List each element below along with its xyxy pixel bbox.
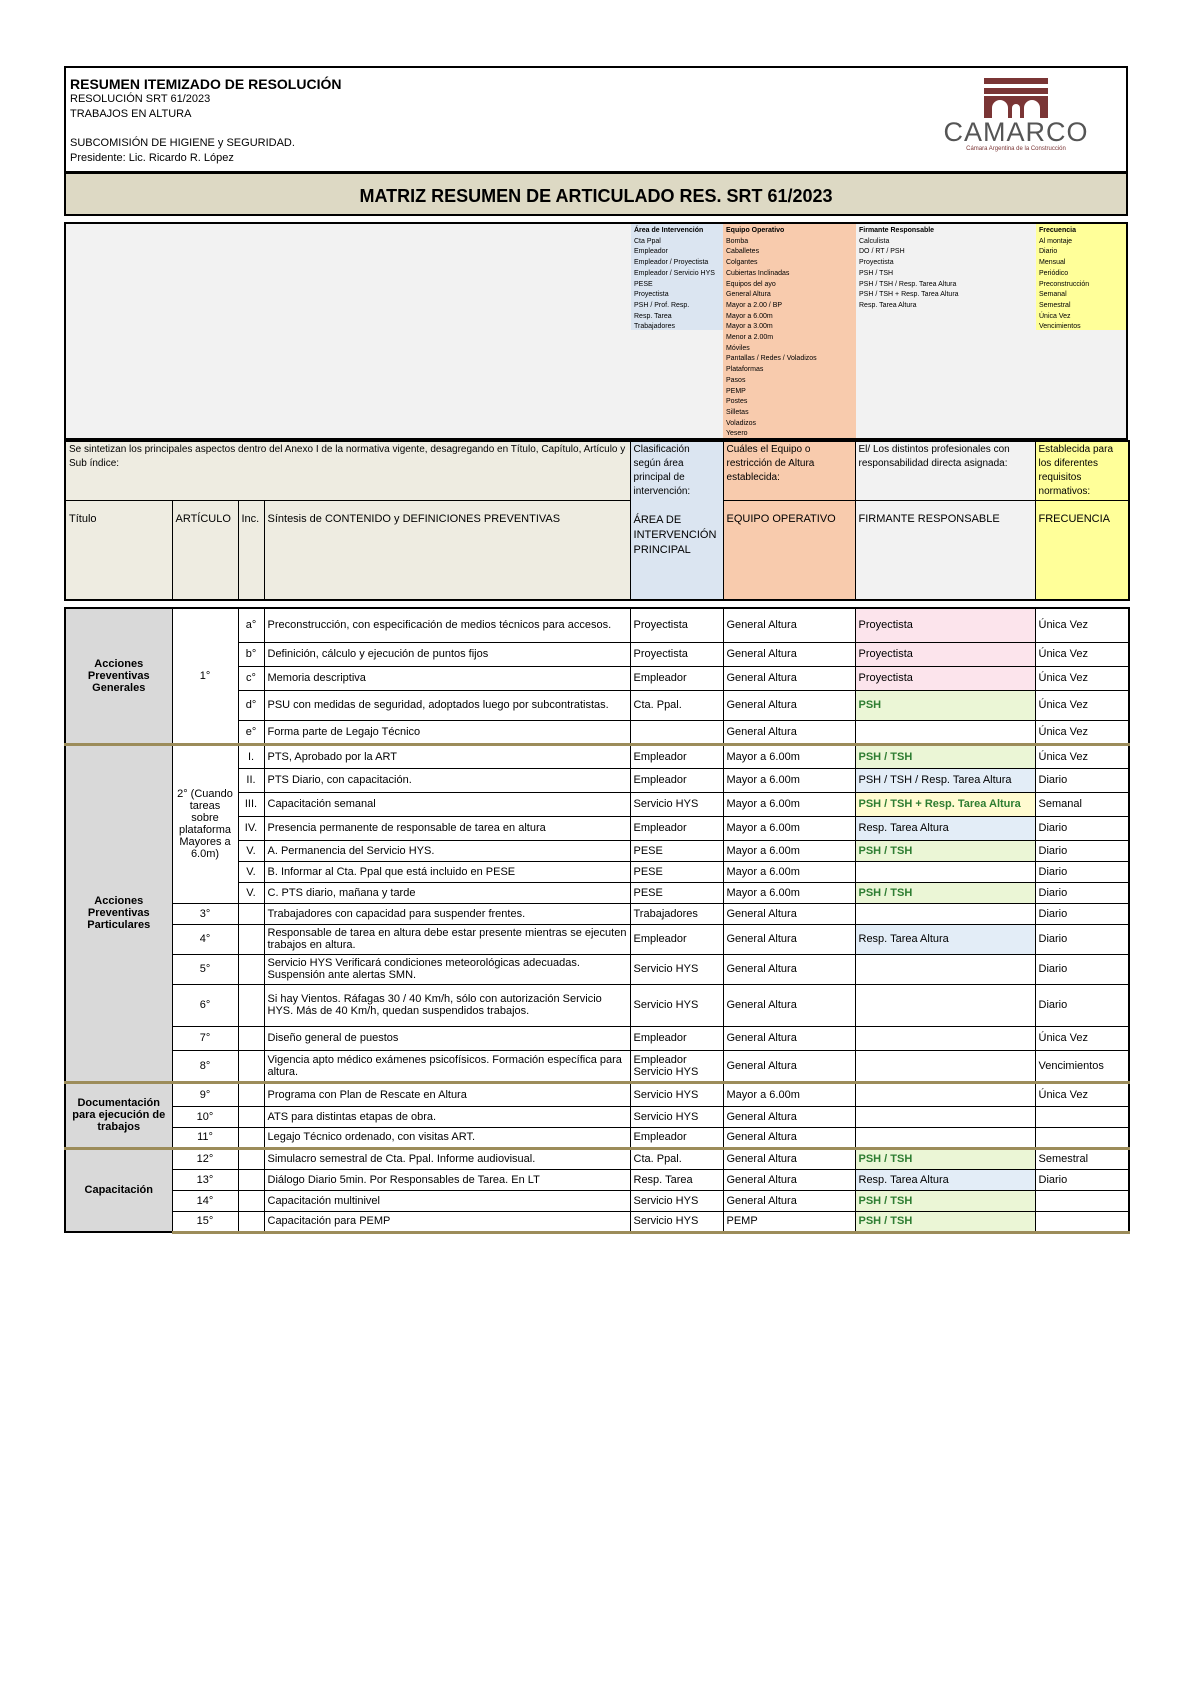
- area-cell: PESE: [630, 840, 723, 861]
- area-cell: Proyectista: [630, 608, 723, 642]
- synthesis-cell: Programa con Plan de Rescate en Altura: [264, 1082, 630, 1106]
- legend-heading: Equipo Operativo: [726, 227, 785, 234]
- inc-cell: III.: [238, 792, 264, 816]
- article-number: 5°: [172, 954, 238, 984]
- synthesis-cell: Preconstrucción, con especificación de medios técnicos para accesos.: [264, 608, 630, 642]
- firmante-cell: [855, 954, 1035, 984]
- legend-item: Mayor a 6.00m: [726, 312, 773, 320]
- legend-item: Pantallas / Redes / Voladizos: [726, 355, 817, 363]
- inc-cell: V.: [238, 840, 264, 861]
- legend-item: Mayor a 2.00 / BP: [726, 301, 783, 309]
- legend-item: Móviles: [726, 344, 750, 352]
- area-cell: Proyectista: [630, 642, 723, 666]
- synthesis-cell: Presencia permanente de responsable de tarea en altura: [264, 816, 630, 840]
- firmante-cell: Resp. Tarea Altura: [855, 816, 1035, 840]
- inc-cell: [238, 1050, 264, 1082]
- area-cell: Servicio HYS: [630, 1106, 723, 1127]
- inc-cell: [238, 1127, 264, 1148]
- area-cell: Servicio HYS: [630, 954, 723, 984]
- equipo-cell: Mayor a 6.00m: [723, 768, 855, 792]
- firmante-cell: PSH / TSH + Resp. Tarea Altura: [855, 792, 1035, 816]
- equipo-cell: General Altura: [723, 984, 855, 1026]
- frecuencia-cell: Diario: [1035, 840, 1129, 861]
- firmante-cell: [855, 903, 1035, 924]
- frecuencia-cell: Diario: [1035, 984, 1129, 1026]
- synthesis-cell: ATS para distintas etapas de obra.: [264, 1106, 630, 1127]
- firmante-cell: [855, 1106, 1035, 1127]
- article-number: 2° (Cuando tareas sobre plataforma Mayores a 6.0m): [172, 744, 238, 903]
- firmante-cell: PSH / TSH: [855, 882, 1035, 903]
- matrix-title: MATRIZ RESUMEN DE ARTICULADO RES. SRT 61/2023: [64, 172, 1128, 216]
- legend-item: Semestral: [1039, 301, 1071, 309]
- frecuencia-cell: Diario: [1035, 882, 1129, 903]
- inc-cell: [238, 1082, 264, 1106]
- equipo-cell: General Altura: [723, 666, 855, 690]
- synthesis-cell: Si hay Vientos. Ráfagas 30 / 40 Km/h, sólo con autorización Servicio HYS. Más de 40 Km/h, quedan suspendidos trabajos.: [264, 984, 630, 1026]
- legend-item: Mensual: [1039, 259, 1066, 267]
- firmante-cell: Proyectista: [855, 666, 1035, 690]
- table-row: [65, 954, 1129, 984]
- legend-firmante: [856, 224, 1036, 314]
- firmante-cell: [855, 1127, 1035, 1148]
- legend-item: Postes: [726, 398, 748, 406]
- inc-cell: c°: [238, 666, 264, 690]
- equipo-cell: Mayor a 6.00m: [723, 882, 855, 903]
- firmante-cell: PSH: [855, 690, 1035, 720]
- frecuencia-cell: Única Vez: [1035, 608, 1129, 642]
- inc-cell: IV.: [238, 816, 264, 840]
- equipo-cell: General Altura: [723, 1169, 855, 1190]
- equipo-cell: Mayor a 6.00m: [723, 744, 855, 768]
- synthesis-cell: PTS Diario, con capacitación.: [264, 768, 630, 792]
- equipo-cell: General Altura: [723, 608, 855, 642]
- frecuencia-cell: Diario: [1035, 816, 1129, 840]
- legend-item: PSH / TSH / Resp. Tarea Altura: [859, 280, 957, 288]
- frecuencia-cell: Única Vez: [1035, 690, 1129, 720]
- article-number: 11°: [172, 1127, 238, 1148]
- article-number: 8°: [172, 1050, 238, 1082]
- col-firmante: FIRMANTE RESPONSABLE: [855, 501, 1035, 601]
- firmante-cell: [855, 1026, 1035, 1050]
- inc-cell: [238, 1148, 264, 1169]
- firmante-cell: PSH / TSH: [855, 840, 1035, 861]
- frecuencia-cell: Única Vez: [1035, 666, 1129, 690]
- synthesis-cell: B. Informar al Cta. Ppal que está incluido en PESE: [264, 861, 630, 882]
- firmante-cell: PSH / TSH: [855, 1148, 1035, 1169]
- article-number: 12°: [172, 1148, 238, 1169]
- article-number: 10°: [172, 1106, 238, 1127]
- firmante-cell: PSH / TSH: [855, 744, 1035, 768]
- firmante-cell: [855, 1050, 1035, 1082]
- equipo-cell: General Altura: [723, 720, 855, 744]
- legend-item: Empleador: [634, 248, 668, 256]
- legend-item: PSH / TSH + Resp. Tarea Altura: [859, 291, 959, 299]
- legend-item: PSH / Prof. Resp.: [634, 301, 690, 309]
- area-cell: Empleador: [630, 666, 723, 690]
- legend-item: Menor a 2.00m: [726, 334, 774, 342]
- equipo-cell: General Altura: [723, 642, 855, 666]
- synthesis-cell: Memoria descriptiva: [264, 666, 630, 690]
- logo-wordmark: CAMARCO: [943, 117, 1089, 147]
- area-cell: [630, 720, 723, 744]
- inc-cell: I.: [238, 744, 264, 768]
- legend-item: Cta Ppal: [634, 237, 661, 245]
- legend-item: Única Vez: [1039, 312, 1071, 320]
- firmante-cell: [855, 720, 1035, 744]
- inc-cell: [238, 1106, 264, 1127]
- synthesis-cell: Responsable de tarea en altura debe estar presente mientras se ejecuten trabajos en altura.: [264, 924, 630, 954]
- legend-heading: Firmante Responsable: [859, 227, 935, 234]
- firmante-question: El/ Los distintos profesionales con responsabilidad directa asignada:: [855, 441, 1035, 501]
- area-cell: PESE: [630, 861, 723, 882]
- header-line3: SUBCOMISIÓN DE HIGIENE y SEGURIDAD.: [70, 137, 295, 149]
- article-number: 7°: [172, 1026, 238, 1050]
- inc-cell: [238, 954, 264, 984]
- table-row: [65, 1082, 1129, 1106]
- legend-item: Resp. Tarea: [634, 312, 672, 320]
- frecuencia-cell: Semanal: [1035, 792, 1129, 816]
- section-label: Acciones Preventivas Particulares: [65, 744, 172, 1082]
- table-row: [65, 984, 1129, 1026]
- section-label: Acciones Preventivas Generales: [65, 608, 172, 744]
- inc-cell: a°: [238, 608, 264, 642]
- legend-item: Yesero: [726, 430, 748, 438]
- frecuencia-cell: Diario: [1035, 924, 1129, 954]
- area-cell: Empleador: [630, 924, 723, 954]
- legend-item: Calculista: [859, 237, 890, 245]
- legend-heading: Área de Intervención: [634, 227, 704, 234]
- col-equipo: EQUIPO OPERATIVO: [723, 501, 855, 601]
- synthesis-cell: Definición, cálculo y ejecución de puntos fijos: [264, 642, 630, 666]
- legend-item: Preconstrucción: [1039, 280, 1090, 288]
- table-row: [65, 608, 1129, 642]
- firmante-cell: [855, 1082, 1035, 1106]
- synthesis-cell: Forma parte de Legajo Técnico: [264, 720, 630, 744]
- col-inc: Inc.: [238, 501, 264, 601]
- area-cell: Empleador: [630, 816, 723, 840]
- frecuencia-cell: [1035, 1106, 1129, 1127]
- equipo-cell: Mayor a 6.00m: [723, 792, 855, 816]
- synthesis-cell: Diálogo Diario 5min. Por Responsables de Tarea. En LT: [264, 1169, 630, 1190]
- inc-cell: II.: [238, 768, 264, 792]
- synthesis-cell: Servicio HYS Verificará condiciones meteorológicas adecuadas. Suspensión ante alertas SMN.: [264, 954, 630, 984]
- frecuencia-cell: Diario: [1035, 954, 1129, 984]
- document-header: [64, 66, 1128, 172]
- column-header-table: [64, 440, 1130, 601]
- col-titulo: Título: [65, 501, 172, 601]
- article-number: 6°: [172, 984, 238, 1026]
- inc-cell: V.: [238, 882, 264, 903]
- equipo-question: Cuáles el Equipo o restricción de Altura establecida:: [723, 441, 855, 501]
- legend-item: Periódico: [1039, 269, 1069, 277]
- legend-frecuencia: [1036, 224, 1126, 330]
- legend-item: General Altura: [726, 291, 771, 299]
- logo-subtitle: Cámara Argentina de la Construcción: [966, 146, 1066, 152]
- area-cell: Cta. Ppal.: [630, 1148, 723, 1169]
- equipo-cell: General Altura: [723, 1050, 855, 1082]
- area-cell: Servicio HYS: [630, 792, 723, 816]
- camarco-logo: [936, 78, 1096, 152]
- inc-cell: e°: [238, 720, 264, 744]
- synthesis-cell: Legajo Técnico ordenado, con visitas ART.: [264, 1127, 630, 1148]
- firmante-cell: [855, 861, 1035, 882]
- synthesis-cell: PSU con medidas de seguridad, adoptados luego por subcontratistas.: [264, 690, 630, 720]
- synthesis-cell: Vigencia apto médico exámenes psicofísicos. Formación específica para altura.: [264, 1050, 630, 1082]
- header-title: RESUMEN ITEMIZADO DE RESOLUCIÓN: [70, 76, 342, 92]
- equipo-cell: General Altura: [723, 1026, 855, 1050]
- firmante-cell: Resp. Tarea Altura: [855, 924, 1035, 954]
- col-frecuencia: FRECUENCIA: [1035, 501, 1129, 601]
- inc-cell: V.: [238, 861, 264, 882]
- legend-item: Diario: [1039, 248, 1058, 256]
- header-line1: RESOLUCIÓN SRT 61/2023: [70, 93, 211, 105]
- synthesis-cell: Capacitación para PEMP: [264, 1211, 630, 1232]
- article-number: 4°: [172, 924, 238, 954]
- area-cell: Trabajadores: [630, 903, 723, 924]
- table-row: [65, 1148, 1129, 1169]
- synthesis-cell: Simulacro semestral de Cta. Ppal. Informe audiovisual.: [264, 1148, 630, 1169]
- intro-text: Se sintetizan los principales aspectos dentro del Anexo I de la normativa vigente, desagregando en Título, Capítulo, Artículo y Sub índice:: [65, 441, 630, 501]
- inc-cell: [238, 984, 264, 1026]
- area-cell: Servicio HYS: [630, 1190, 723, 1211]
- article-number: 14°: [172, 1190, 238, 1211]
- inc-cell: [238, 1169, 264, 1190]
- legend-item: Cubiertas Inclinadas: [726, 269, 790, 277]
- frecuencia-cell: Única Vez: [1035, 1082, 1129, 1106]
- frecuencia-cell: Diario: [1035, 768, 1129, 792]
- legend-item: Al montaje: [1039, 237, 1073, 245]
- frecuencia-cell: Única Vez: [1035, 642, 1129, 666]
- area-cell: Resp. Tarea: [630, 1169, 723, 1190]
- table-row: [65, 1127, 1129, 1148]
- area-cell: Empleador: [630, 744, 723, 768]
- legend-item: PSH / TSH: [859, 269, 894, 277]
- table-row: [65, 1190, 1129, 1211]
- col-sintesis: Síntesis de CONTENIDO y DEFINICIONES PREVENTIVAS: [264, 501, 630, 601]
- synthesis-cell: A. Permanencia del Servicio HYS.: [264, 840, 630, 861]
- legend-item: Colgantes: [726, 259, 758, 267]
- legend-item: Empleador / Proyectista: [634, 259, 709, 267]
- table-row: [65, 1026, 1129, 1050]
- article-number: 15°: [172, 1211, 238, 1232]
- table-row: [65, 1169, 1129, 1190]
- frecuencia-question: Establecida para los diferentes requisitos normativos:: [1035, 441, 1129, 501]
- equipo-cell: Mayor a 6.00m: [723, 1082, 855, 1106]
- firmante-cell: PSH / TSH: [855, 1190, 1035, 1211]
- legend-item: Silletas: [726, 408, 749, 416]
- synthesis-cell: Capacitación multinivel: [264, 1190, 630, 1211]
- synthesis-cell: PTS, Aprobado por la ART: [264, 744, 630, 768]
- frecuencia-cell: Diario: [1035, 903, 1129, 924]
- legend-item: Plataformas: [726, 366, 764, 374]
- frecuencia-cell: Semestral: [1035, 1148, 1129, 1169]
- frecuencia-cell: [1035, 1127, 1129, 1148]
- synthesis-cell: Capacitación semanal: [264, 792, 630, 816]
- legend-item: Resp. Tarea Altura: [859, 301, 917, 309]
- inc-cell: [238, 924, 264, 954]
- header-line2: TRABAJOS EN ALTURA: [70, 108, 192, 120]
- equipo-cell: General Altura: [723, 903, 855, 924]
- area-cell: Servicio HYS: [630, 984, 723, 1026]
- firmante-cell: PSH / TSH: [855, 1211, 1035, 1232]
- frecuencia-cell: [1035, 1190, 1129, 1211]
- inc-cell: [238, 1211, 264, 1232]
- equipo-cell: Mayor a 6.00m: [723, 861, 855, 882]
- inc-cell: [238, 1026, 264, 1050]
- table-row: [65, 1211, 1129, 1232]
- article-number: 9°: [172, 1082, 238, 1106]
- section-label: Capacitación: [65, 1148, 172, 1232]
- article-number: 3°: [172, 903, 238, 924]
- legend-item: Vencimientos: [1039, 323, 1081, 331]
- frecuencia-cell: Única Vez: [1035, 744, 1129, 768]
- legend-item: Pasos: [726, 376, 746, 384]
- section-label: Documentación para ejecución de trabajos: [65, 1082, 172, 1148]
- firmante-cell: Proyectista: [855, 642, 1035, 666]
- area-cell: Servicio HYS: [630, 1211, 723, 1232]
- table-row: [65, 744, 1129, 768]
- legend-item: PEMP: [726, 387, 746, 395]
- inc-cell: [238, 903, 264, 924]
- legend-item: Semanal: [1039, 291, 1067, 299]
- table-row: [65, 1106, 1129, 1127]
- legend-item: Empleador / Servicio HYS: [634, 269, 715, 277]
- document-sheet: [64, 66, 1128, 1234]
- legend-item: Bomba: [726, 237, 749, 245]
- legend-item: PESE: [634, 280, 653, 288]
- area-cell: Cta. Ppal.: [630, 690, 723, 720]
- equipo-cell: General Altura: [723, 1148, 855, 1169]
- legend-area: [631, 224, 723, 330]
- article-number: 13°: [172, 1169, 238, 1190]
- equipo-cell: PEMP: [723, 1211, 855, 1232]
- article-number: 1°: [172, 608, 238, 744]
- equipo-cell: General Altura: [723, 954, 855, 984]
- arch-logo-icon: [984, 78, 1048, 118]
- legend-item: Proyectista: [634, 291, 669, 299]
- frecuencia-cell: Única Vez: [1035, 720, 1129, 744]
- legend-item: Equipos del ayo: [726, 280, 776, 288]
- legend-block: [64, 222, 1128, 440]
- legend-item: Voladizos: [726, 419, 756, 427]
- inc-cell: b°: [238, 642, 264, 666]
- area-cell: Empleador Servicio HYS: [630, 1050, 723, 1082]
- equipo-cell: Mayor a 6.00m: [723, 840, 855, 861]
- synthesis-cell: C. PTS diario, mañana y tarde: [264, 882, 630, 903]
- frecuencia-cell: Vencimientos: [1035, 1050, 1129, 1082]
- col-articulo: ARTÍCULO: [172, 501, 238, 601]
- equipo-cell: General Altura: [723, 1127, 855, 1148]
- area-cell: Servicio HYS: [630, 1082, 723, 1106]
- area-cell: Empleador: [630, 768, 723, 792]
- area-cell: Empleador: [630, 1026, 723, 1050]
- frecuencia-cell: Única Vez: [1035, 1026, 1129, 1050]
- area-question: Clasificación según área principal de intervención: ÁREA DE INTERVENCIÓN PRINCIPAL: [630, 441, 723, 600]
- firmante-cell: Proyectista: [855, 608, 1035, 642]
- legend-heading: Frecuencia: [1039, 227, 1076, 234]
- equipo-cell: General Altura: [723, 690, 855, 720]
- legend-equipo: [723, 224, 856, 438]
- header-line4: Presidente: Lic. Ricardo R. López: [70, 152, 234, 164]
- firmante-cell: [855, 984, 1035, 1026]
- equipo-cell: General Altura: [723, 1106, 855, 1127]
- legend-item: Trabajadores: [634, 323, 675, 331]
- table-row: [65, 903, 1129, 924]
- inc-cell: d°: [238, 690, 264, 720]
- area-cell: Empleador: [630, 1127, 723, 1148]
- legend-item: DO / RT / PSH: [859, 248, 905, 256]
- equipo-cell: General Altura: [723, 1190, 855, 1211]
- table-row: [65, 1050, 1129, 1082]
- equipo-cell: Mayor a 6.00m: [723, 816, 855, 840]
- legend-item: Caballetes: [726, 248, 760, 256]
- firmante-cell: PSH / TSH / Resp. Tarea Altura: [855, 768, 1035, 792]
- legend-item: Proyectista: [859, 259, 894, 267]
- synthesis-cell: Diseño general de puestos: [264, 1026, 630, 1050]
- equipo-cell: General Altura: [723, 924, 855, 954]
- frecuencia-cell: [1035, 1211, 1129, 1232]
- area-cell: PESE: [630, 882, 723, 903]
- synthesis-cell: Trabajadores con capacidad para suspender frentes.: [264, 903, 630, 924]
- frecuencia-cell: Diario: [1035, 1169, 1129, 1190]
- matrix-table: [64, 607, 1130, 1234]
- inc-cell: [238, 1190, 264, 1211]
- table-row: [65, 924, 1129, 954]
- legend-item: Mayor a 3.00m: [726, 323, 773, 331]
- frecuencia-cell: Diario: [1035, 861, 1129, 882]
- firmante-cell: Resp. Tarea Altura: [855, 1169, 1035, 1190]
